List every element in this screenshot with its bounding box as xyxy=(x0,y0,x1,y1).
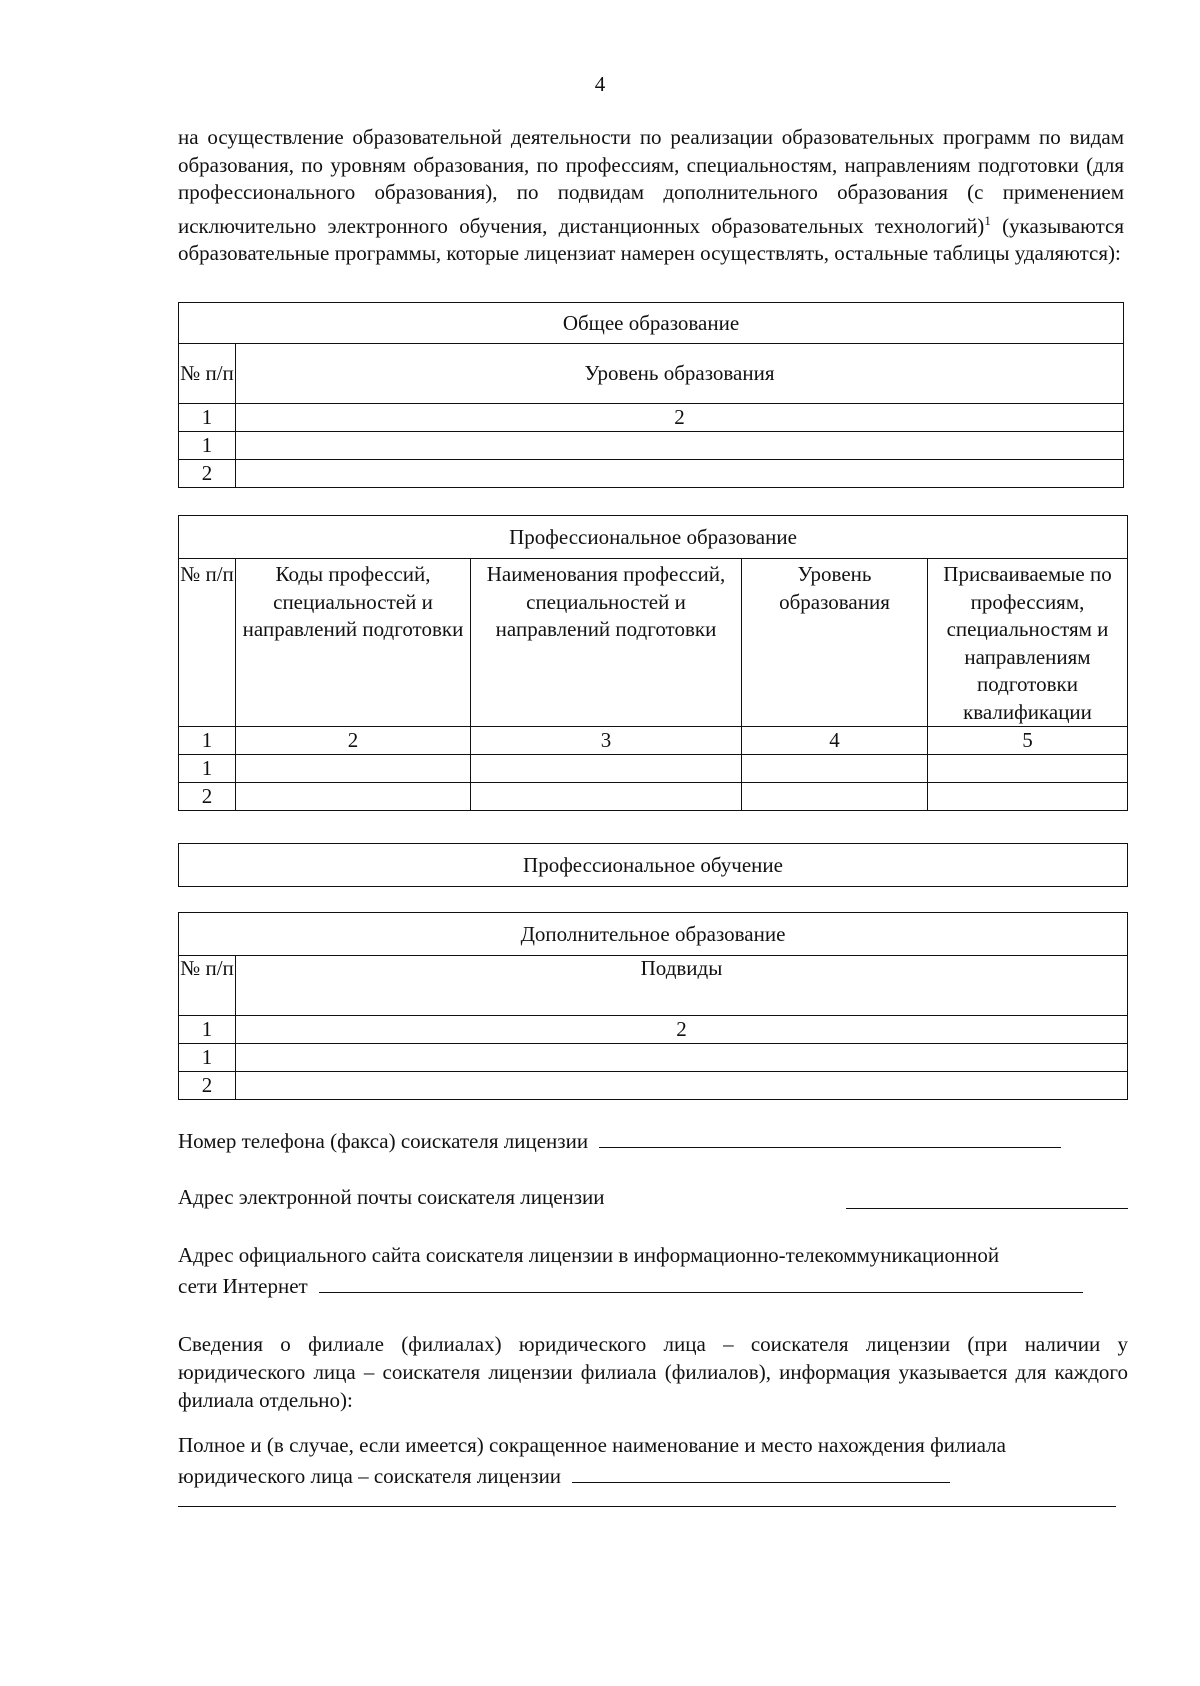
branch-name-label-line1: Полное и (в случае, если имеется) сокращенное наименование и место нахождения филиала xyxy=(178,1433,1006,1457)
table-cell[interactable] xyxy=(236,1072,1128,1100)
footnote-ref: 1 xyxy=(984,212,991,228)
website-input-line[interactable] xyxy=(319,1270,1083,1293)
email-label: Адрес электронной почты соискателя лицензии xyxy=(178,1185,605,1209)
row-number: 2 xyxy=(179,1072,236,1100)
branch-name-input-line[interactable] xyxy=(572,1460,950,1483)
header-qualifications: Присваиваемые по профессиям, специальностям и направлениям подготовки квалификации xyxy=(928,559,1128,727)
column-number: 2 xyxy=(236,727,471,755)
table-cell[interactable] xyxy=(236,783,471,811)
table-cell[interactable] xyxy=(236,755,471,783)
header-number: № п/п xyxy=(179,956,236,1016)
header-subtypes: Подвиды xyxy=(236,956,1128,1016)
column-number: 3 xyxy=(471,727,742,755)
header-names: Наименования профессий, специальностей и направлений подготовки xyxy=(471,559,742,727)
table-cell[interactable] xyxy=(742,783,928,811)
phone-field xyxy=(178,1125,1061,1155)
table-caption: Общее образование xyxy=(179,303,1124,344)
row-number: 2 xyxy=(179,783,236,811)
column-number: 2 xyxy=(236,404,1124,432)
website-label-line2: сети Интернет xyxy=(178,1274,308,1298)
website-label-line1: Адрес официального сайта соискателя лицензии в информационно-телекоммуникационной xyxy=(178,1243,1000,1267)
table-caption: Профессиональное обучение xyxy=(179,844,1128,887)
phone-label: Номер телефона (факса) соискателя лицензии xyxy=(178,1129,589,1153)
column-number: 2 xyxy=(236,1016,1128,1044)
row-number: 2 xyxy=(179,460,236,488)
header-level: Уровень образования xyxy=(742,559,928,727)
row-number: 1 xyxy=(179,432,236,460)
website-field xyxy=(178,1270,1083,1300)
additional-education-table xyxy=(178,912,1128,1100)
column-number: 1 xyxy=(179,727,236,755)
branch-name-input-line-2[interactable] xyxy=(178,1506,1116,1507)
email-input-line[interactable] xyxy=(846,1208,1128,1209)
branch-name-label-line2: юридического лица – соискателя лицензии xyxy=(178,1464,562,1488)
table-cell[interactable] xyxy=(471,783,742,811)
header-number: № п/п xyxy=(179,344,236,404)
professional-training-table xyxy=(178,843,1128,887)
general-education-table xyxy=(178,302,1124,488)
column-number: 4 xyxy=(742,727,928,755)
header-level: Уровень образования xyxy=(236,344,1124,404)
table-cell[interactable] xyxy=(471,755,742,783)
table-cell[interactable] xyxy=(236,432,1124,460)
table-cell[interactable] xyxy=(236,1044,1128,1072)
header-number: № п/п xyxy=(179,559,236,727)
row-number: 1 xyxy=(179,1044,236,1072)
header-codes: Коды профессий, специальностей и направлений подготовки xyxy=(236,559,471,727)
table-cell[interactable] xyxy=(928,755,1128,783)
intro-paragraph xyxy=(178,124,1124,268)
intro-text: на осуществление образовательной деятельности по реализации образовательных программ по видам образования, по уровням образования, по профессиям, специальностям, направлениям подготовки (для профессионального образования), по подвидам дополнительного образования (с применением исключительно электронного обучения, дистанционных образовательных технологий) xyxy=(178,125,1124,238)
row-number: 1 xyxy=(179,755,236,783)
intro-text-after: (указываются образовательные программы, которые лицензиат намерен осуществлять, остальные таблицы удаляются): xyxy=(178,213,1125,265)
column-number: 1 xyxy=(179,404,236,432)
table-cell[interactable] xyxy=(742,755,928,783)
phone-input-line[interactable] xyxy=(599,1125,1061,1148)
table-caption: Профессиональное образование xyxy=(179,516,1128,559)
professional-education-table xyxy=(178,515,1128,811)
table-cell[interactable] xyxy=(928,783,1128,811)
table-cell[interactable] xyxy=(236,460,1124,488)
branch-name-field xyxy=(178,1460,950,1490)
page-number: 4 xyxy=(594,72,606,96)
column-number: 1 xyxy=(179,1016,236,1044)
email-field xyxy=(178,1183,605,1211)
column-number: 5 xyxy=(928,727,1128,755)
branch-info-paragraph: Сведения о филиале (филиалах) юридического лица – соискателя лицензии (при наличии у юридического лица – соискателя лицензии филиала (филиалов), информация указывается для каждого филиала отдельно): xyxy=(178,1332,1128,1412)
table-caption: Дополнительное образование xyxy=(179,913,1128,956)
